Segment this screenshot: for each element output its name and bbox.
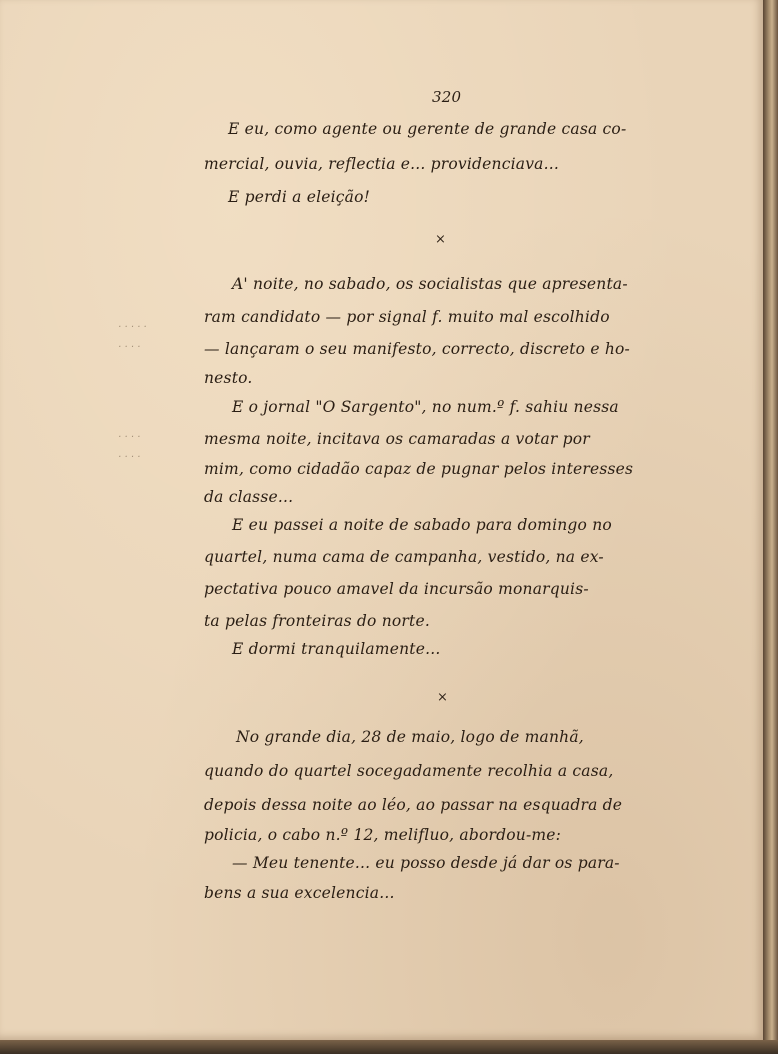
text-line: ram candidato — por signal f. muito mal escolhido xyxy=(204,308,610,326)
text-line: depois dessa noite ao léo, ao passar na esquadra de xyxy=(204,796,623,814)
text-line: A' noite, no sabado, os socialistas que apresenta- xyxy=(232,275,628,293)
text-line: — Meu tenente... eu posso desde já dar os para- xyxy=(232,854,620,872)
margin-note: · · · · xyxy=(118,342,141,353)
margin-note: · · · · xyxy=(118,452,141,463)
margin-note: · · · · · xyxy=(118,322,147,333)
page-bottom-edge xyxy=(0,1040,778,1054)
text-line: E perdi a eleição! xyxy=(228,188,371,206)
section-separator: × xyxy=(437,690,449,705)
page-number: 320 xyxy=(432,88,462,106)
text-line: ta pelas fronteiras do norte. xyxy=(204,612,430,630)
margin-note: · · · · xyxy=(118,432,141,443)
text-line: quartel, numa cama de campanha, vestido, na ex- xyxy=(204,548,604,566)
text-line: quando do quartel socegadamente recolhia a casa, xyxy=(204,762,614,780)
text-line: — lançaram o seu manifesto, correcto, discreto e ho- xyxy=(204,340,630,358)
text-line: mim, como cidadão capaz de pugnar pelos interesses xyxy=(204,460,634,478)
text-line: pectativa pouco amavel da incursão monarquis- xyxy=(204,580,589,598)
text-line: E eu passei a noite de sabado para domingo no xyxy=(232,516,612,534)
text-line: mesma noite, incitava os camaradas a votar por xyxy=(204,430,590,448)
text-line: mercial, ouvia, reflectia e... providenciava... xyxy=(204,155,559,173)
page-edge xyxy=(763,0,778,1054)
text-line: policia, o cabo n.º 12, melifluo, abordou-me: xyxy=(204,826,562,844)
text-line: E eu, como agente ou gerente de grande casa co- xyxy=(228,120,627,138)
text-line: bens a sua excelencia... xyxy=(204,884,395,902)
text-line: E dormi tranquilamente... xyxy=(232,640,441,658)
text-line: No grande dia, 28 de maio, logo de manhã, xyxy=(236,728,584,746)
text-line: nesto. xyxy=(204,369,253,387)
text-line: E o jornal "O Sargento", no num.º f. sahiu nessa xyxy=(232,398,619,416)
section-separator: × xyxy=(435,232,447,247)
text-line: da classe... xyxy=(204,488,294,506)
